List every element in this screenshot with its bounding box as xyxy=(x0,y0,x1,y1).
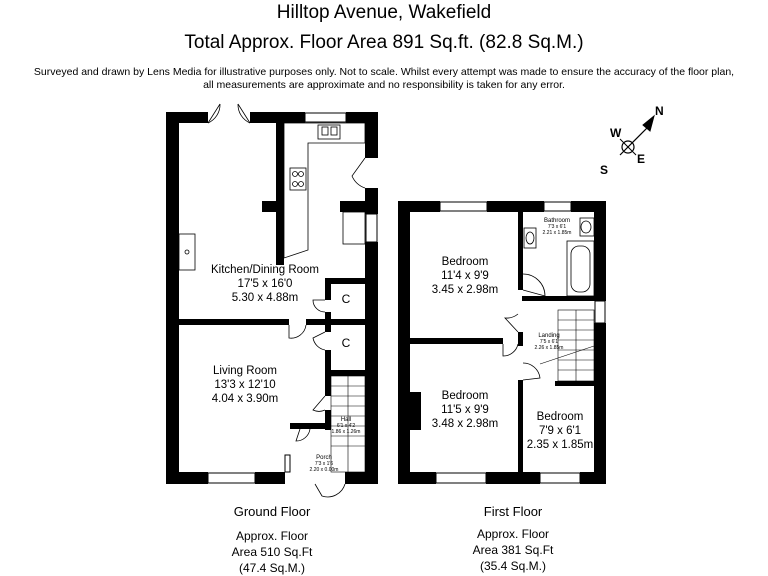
area-line-2: Area 510 Sq.Ft xyxy=(231,545,313,559)
room-porch xyxy=(294,455,354,473)
room-size-imperial: 7'5 x 6'1 xyxy=(539,339,559,345)
compass-south-label: S xyxy=(600,163,609,177)
room-living xyxy=(190,364,300,406)
address-title: Hilltop Avenue, Wakefield xyxy=(276,2,492,23)
room-size-imperial: 17'5 x 16'0 xyxy=(237,278,293,290)
ground-floor-title: Ground Floor xyxy=(233,504,311,519)
room-size-metric: 4.04 x 3.90m xyxy=(211,393,279,405)
cupboard-2: C xyxy=(341,336,351,350)
room-name: Bedroom xyxy=(441,390,489,402)
room-name: Living Room xyxy=(213,365,277,377)
room-size-metric: 1.86 x 1.26m xyxy=(331,429,361,435)
room-name: Hall xyxy=(340,417,352,423)
room-size-imperial: 7'3 x 1'6 xyxy=(314,461,334,467)
compass-north-label: N xyxy=(655,104,664,118)
compass-west-label: W xyxy=(610,126,622,140)
area-line-2: Area 381 Sq.Ft xyxy=(472,543,554,557)
room-bedroom-2 xyxy=(420,389,510,431)
room-size-metric: 3.45 x 2.98m xyxy=(431,284,499,296)
room-size-imperial: 13'3 x 12'10 xyxy=(214,379,276,391)
room-size-metric: 2.35 x 1.85m xyxy=(526,439,594,451)
room-name: Bedroom xyxy=(536,411,584,423)
room-bedroom-1 xyxy=(420,255,510,297)
room-name: Kitchen/Dining Room xyxy=(210,264,320,276)
room-size-metric: 3.48 x 2.98m xyxy=(431,418,499,430)
first-floor-area xyxy=(413,526,613,574)
room-kitchen-dining xyxy=(195,263,335,305)
room-size-metric: 2.20 x 0.00m xyxy=(309,467,339,473)
room-size-imperial: 11'5 x 9'9 xyxy=(441,404,489,416)
disclaimer-line-1: Surveyed and drawn by Lens Media for illustrative purposes only. Not to scale. Whilst every attempt was made to ensure the accuracy of the floor plan, xyxy=(33,66,735,78)
first-floor-title: First Floor xyxy=(483,504,543,519)
room-name: Landing xyxy=(538,333,560,339)
room-size-imperial: 7'3 x 6'1 xyxy=(547,224,567,230)
area-line-3: (47.4 Sq.M.) xyxy=(238,561,306,575)
room-size-imperial: 11'4 x 9'9 xyxy=(441,270,489,282)
area-line-3: (35.4 Sq.M.) xyxy=(479,559,547,573)
cupboard-1: C xyxy=(341,292,351,306)
room-size-metric: 2.21 x 1.85m xyxy=(542,230,572,236)
room-hall xyxy=(326,417,366,435)
total-area-title: Total Approx. Floor Area 891 Sq.ft. (82.8 Sq.M.) xyxy=(184,32,584,53)
area-line-1: Approx. Floor xyxy=(235,529,309,543)
compass-east-label: E xyxy=(637,152,646,166)
room-name: Bedroom xyxy=(441,256,489,268)
compass-rose xyxy=(620,116,654,155)
room-bathroom xyxy=(532,218,582,236)
room-name: Porch xyxy=(316,455,332,461)
ground-floor-area xyxy=(172,528,372,576)
room-size-imperial: 7'9 x 6'1 xyxy=(538,425,582,437)
room-bedroom-3 xyxy=(524,410,596,452)
room-landing xyxy=(524,333,574,351)
area-line-1: Approx. Floor xyxy=(476,527,550,541)
room-name: Bathroom xyxy=(543,218,570,224)
disclaimer-line-2: all measurements are approximate and no responsibility is taken for any error. xyxy=(203,79,565,91)
room-size-metric: 2.26 x 1.85m xyxy=(534,345,564,351)
room-size-metric: 5.30 x 4.88m xyxy=(231,292,299,304)
kitchen-fittings xyxy=(179,123,365,270)
room-size-imperial: 6'1 x 4'2 xyxy=(336,423,356,429)
